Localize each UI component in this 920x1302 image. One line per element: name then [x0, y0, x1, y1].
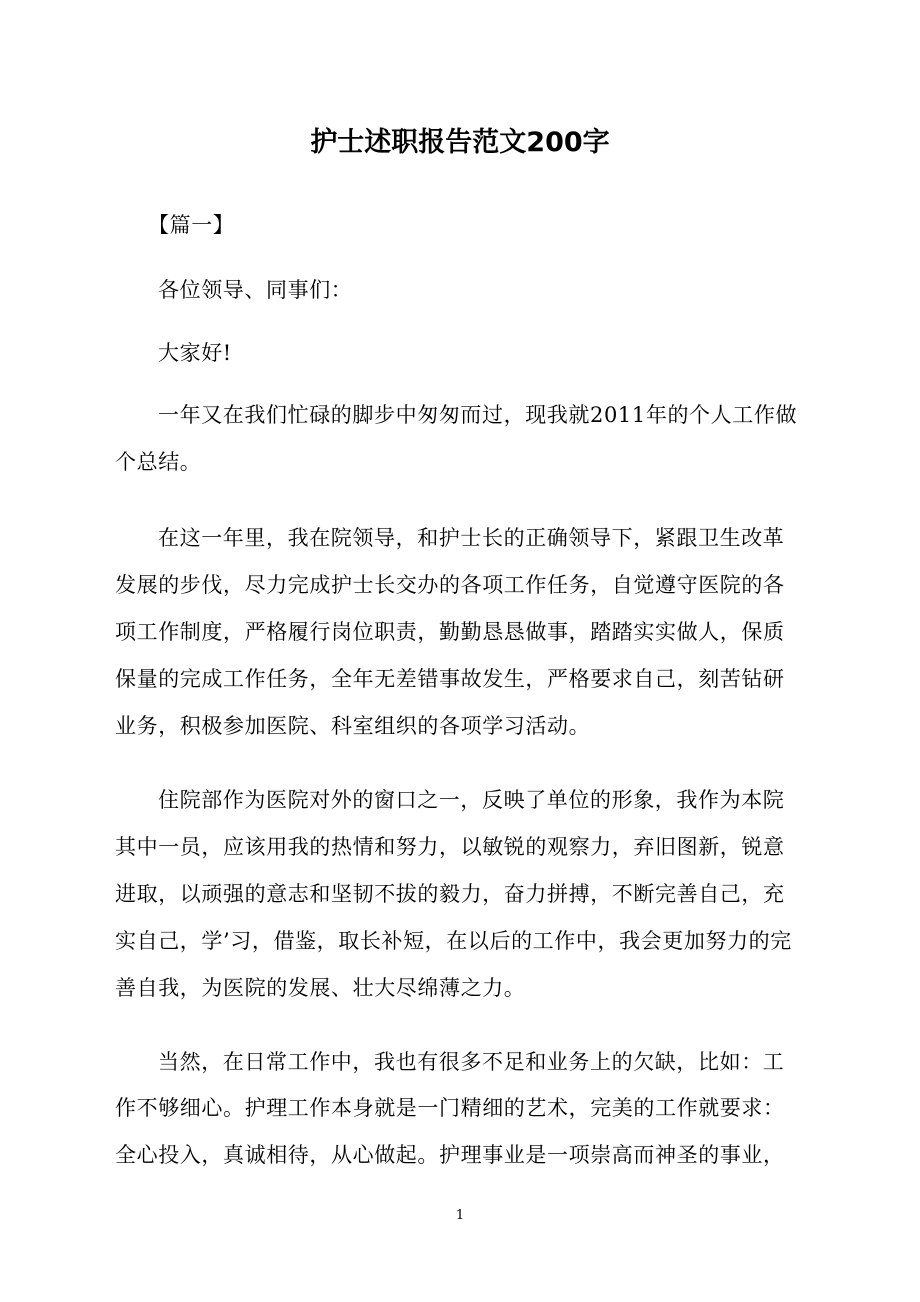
text-line: 住院部作为医院对外的窗口之一，反映了单位的形象，我作为本院 [158, 788, 785, 812]
greeting: 各位领导、同事们： [158, 278, 353, 302]
text-line: 在这一年里，我在院领导，和护士长的正确领导下，紧跟卫生改革 [158, 526, 785, 550]
text-line: 实自己，学’习，借鉴，取长补短，在以后的工作中，我会更加努力的完 [115, 929, 792, 953]
document-title: 护士述职报告范文200字 [310, 127, 610, 158]
text-line: 其中一员，应该用我的热情和努力，以敏锐的观察力，弃旧图新，锐意 [115, 835, 785, 859]
text-line: 全心投入，真诚相待，从心做起。护理事业是一项崇高而神圣的事业， [115, 1143, 785, 1167]
text-line: 发展的步伐，尽力完成护士长交办的各项工作任务，自觉遵守医院的各 [115, 573, 785, 597]
text-line: 作不够细心。护理工作本身就是一门精细的艺术，完美的工作就要求： [115, 1096, 785, 1120]
text-line: 当然，在日常工作中，我也有很多不足和业务上的欠缺，比如：工 [158, 1050, 785, 1074]
text-line: 进取，以顽强的意志和坚韧不拔的毅力，奋力拼搏，不断完善自己，充 [115, 882, 785, 906]
text-line: 业务，积极参加医院、科室组织的各项学习活动。 [115, 714, 591, 738]
text-line: 善自我，为医院的发展、壮大尽绵薄之力。 [115, 976, 526, 1000]
salutation: 大家好! [158, 341, 232, 365]
text-line: 保量的完成工作任务，全年无差错事故发生，严格要求自己，刻苦钻研 [115, 667, 785, 691]
text-line: 个总结。 [115, 450, 202, 474]
section-heading: 【篇一】 [148, 213, 235, 237]
page-number: 1 [455, 1208, 465, 1223]
text-line: 一年又在我们忙碌的脚步中匆匆而过，现我就2011年的个人工作做 [158, 403, 798, 427]
text-line: 项工作制度，严格履行岗位职责，勤勤恳恳做事，踏踏实实做人，保质 [115, 620, 785, 644]
